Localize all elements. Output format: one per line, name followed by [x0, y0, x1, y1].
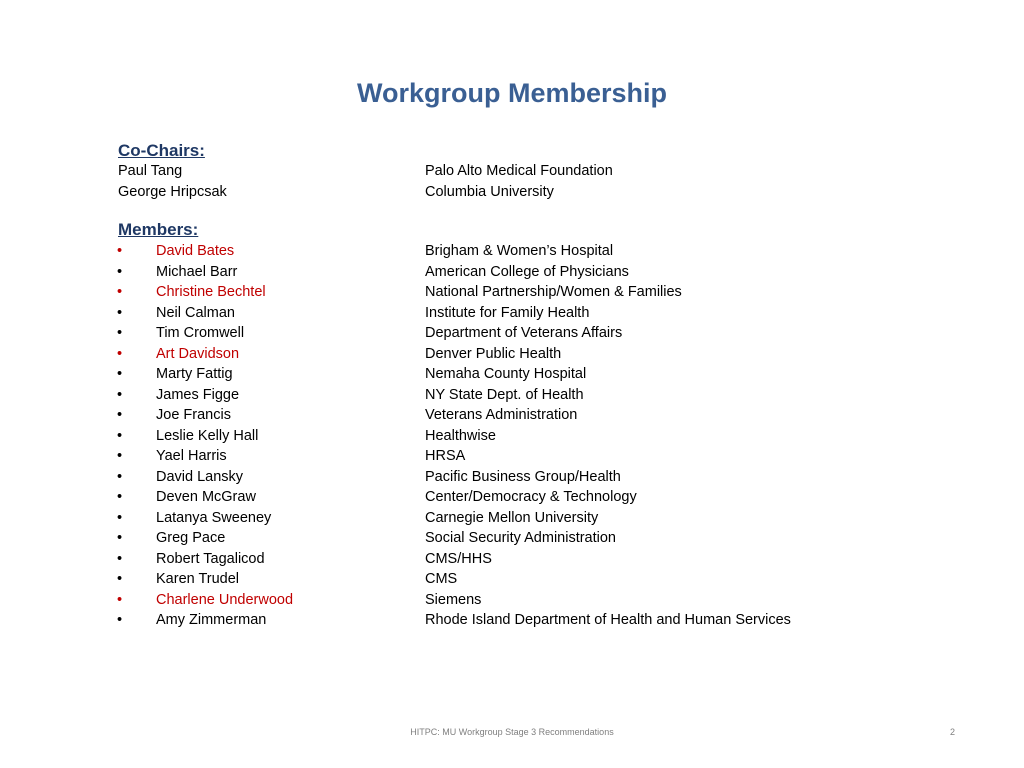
- bullet-icon: •: [117, 530, 123, 546]
- member-organization: Veterans Administration: [425, 407, 578, 423]
- member-name: Yael Harris: [156, 448, 227, 464]
- member-name: Neil Calman: [156, 305, 235, 321]
- member-name: David Lansky: [156, 469, 244, 485]
- bullet-icon: •: [117, 592, 123, 608]
- bullet-icon: •: [117, 448, 123, 464]
- bullet-icon: •: [117, 284, 123, 300]
- cochair-row: [0, 161, 1024, 181]
- member-name: David Bates: [156, 243, 235, 259]
- member-name: Latanya Sweeney: [156, 510, 272, 526]
- member-name: Christine Bechtel: [156, 284, 266, 300]
- member-name: Tim Cromwell: [156, 325, 245, 341]
- members-heading: Members:: [118, 220, 199, 239]
- bullet-icon: •: [117, 264, 123, 280]
- member-name: James Figge: [156, 387, 240, 403]
- member-row: [0, 487, 1024, 507]
- member-organization: CMS/HHS: [425, 551, 492, 567]
- bullet-icon: •: [117, 571, 123, 587]
- member-row: [0, 446, 1024, 466]
- member-organization: CMS: [425, 571, 458, 587]
- cochair-name: George Hripcsak: [118, 184, 227, 200]
- bullet-icon: •: [117, 489, 123, 505]
- member-name: Robert Tagalicod: [156, 551, 265, 567]
- member-organization: Rhode Island Department of Health and Human Services: [425, 612, 791, 628]
- member-name: Karen Trudel: [156, 571, 240, 587]
- cochair-organization: Columbia University: [425, 184, 554, 200]
- member-name: Charlene Underwood: [156, 592, 294, 608]
- member-organization: HRSA: [425, 448, 466, 464]
- member-organization: Institute for Family Health: [425, 305, 590, 321]
- member-row: [0, 282, 1024, 302]
- member-row: [0, 549, 1024, 569]
- cochair-name: Paul Tang: [118, 163, 183, 179]
- member-row: [0, 426, 1024, 446]
- member-organization: NY State Dept. of Health: [425, 387, 584, 403]
- member-name: Deven McGraw: [156, 489, 256, 505]
- member-organization: Siemens: [425, 592, 482, 608]
- member-name: Joe Francis: [156, 407, 231, 423]
- member-row: [0, 528, 1024, 548]
- member-organization: Department of Veterans Affairs: [425, 325, 623, 341]
- member-name: Art Davidson: [156, 346, 240, 362]
- member-name: Michael Barr: [156, 264, 238, 280]
- footer-text: HITPC: MU Workgroup Stage 3 Recommendations: [410, 727, 614, 737]
- member-row: [0, 467, 1024, 487]
- page-number: 2: [950, 727, 956, 737]
- member-name: Greg Pace: [156, 530, 226, 546]
- member-organization: Healthwise: [425, 428, 496, 444]
- member-organization: Pacific Business Group/Health: [425, 469, 621, 485]
- member-organization: Nemaha County Hospital: [425, 366, 587, 382]
- member-organization: Social Security Administration: [425, 530, 616, 546]
- bullet-icon: •: [117, 510, 123, 526]
- member-row: [0, 241, 1024, 261]
- member-organization: Denver Public Health: [425, 346, 562, 362]
- bullet-icon: •: [117, 387, 123, 403]
- bullet-icon: •: [117, 325, 123, 341]
- bullet-icon: •: [117, 469, 123, 485]
- member-organization: Carnegie Mellon University: [425, 510, 599, 526]
- page-title: Workgroup Membership: [356, 78, 668, 108]
- member-row: [0, 610, 1024, 630]
- bullet-icon: •: [117, 366, 123, 382]
- member-organization: American College of Physicians: [425, 264, 629, 280]
- member-row: [0, 262, 1024, 282]
- member-row: [0, 405, 1024, 425]
- member-row: [0, 385, 1024, 405]
- member-name: Amy Zimmerman: [156, 612, 267, 628]
- bullet-icon: •: [117, 612, 123, 628]
- bullet-icon: •: [117, 428, 123, 444]
- member-name: Leslie Kelly Hall: [156, 428, 259, 444]
- member-row: [0, 344, 1024, 364]
- member-row: [0, 364, 1024, 384]
- bullet-icon: •: [117, 407, 123, 423]
- member-row: [0, 569, 1024, 589]
- member-row: [0, 303, 1024, 323]
- member-name: Marty Fattig: [156, 366, 233, 382]
- cochairs-heading: Co-Chairs:: [118, 141, 205, 160]
- bullet-icon: •: [117, 551, 123, 567]
- cochair-organization: Palo Alto Medical Foundation: [425, 163, 613, 179]
- member-row: [0, 508, 1024, 528]
- member-row: [0, 323, 1024, 343]
- bullet-icon: •: [117, 243, 123, 259]
- member-organization: National Partnership/Women & Families: [425, 284, 682, 300]
- cochair-row: [0, 182, 1024, 202]
- member-organization: Brigham & Women’s Hospital: [425, 243, 614, 259]
- member-row: [0, 590, 1024, 610]
- member-organization: Center/Democracy & Technology: [425, 489, 637, 505]
- bullet-icon: •: [117, 346, 123, 362]
- bullet-icon: •: [117, 305, 123, 321]
